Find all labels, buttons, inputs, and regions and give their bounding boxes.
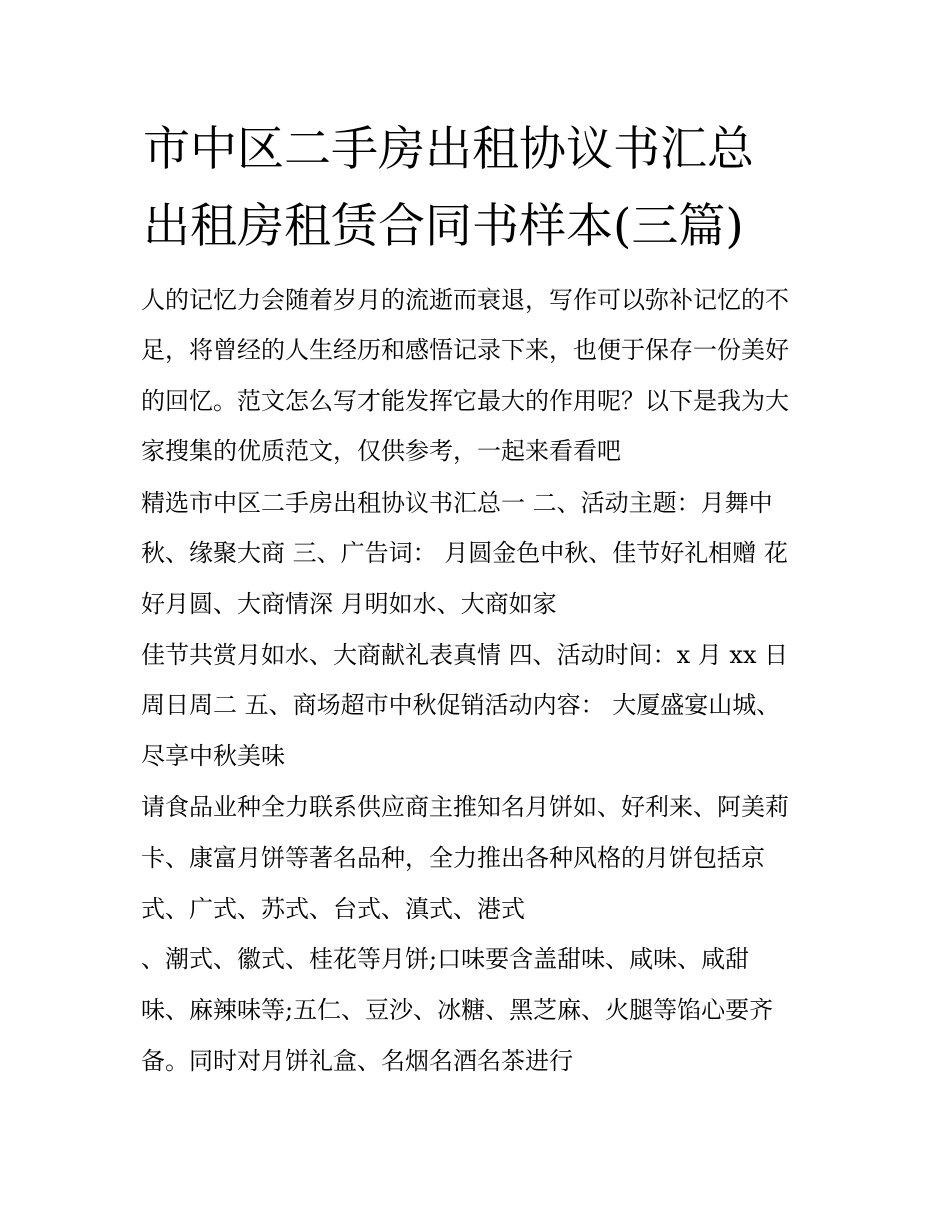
body-line-11: 请食品业种全力联系供应商主推知名月饼如、好利来、阿美莉 xyxy=(141,793,789,821)
body-line-13: 式、广式、苏式、台式、滇式、港式 xyxy=(141,895,525,923)
body-line-10: 尽享中秋美味 xyxy=(141,742,285,770)
body-line-8: 佳节共赏月如水、大商献礼表真情 四、活动时间：x 月 xx 日 xyxy=(141,641,789,669)
body-line-6: 秋、缘聚大商 三、广告词： 月圆金色中秋、佳节好礼相赠 花 xyxy=(141,539,788,567)
body-line-14: 、潮式、徽式、桂花等月饼;口味要含盖甜味、咸味、咸甜 xyxy=(141,945,750,973)
body-line-3: 的回忆。范文怎么写才能发挥它最大的作用呢？以下是我为大 xyxy=(141,387,789,415)
body-line-9: 周日周二 五、商场超市中秋促销活动内容： 大厦盛宴山城、 xyxy=(141,691,781,719)
body-line-7: 好月圆、大商情深 月明如水、大商如家 xyxy=(141,590,557,618)
body-line-2: 足，将曾经的人生经历和感悟记录下来，也便于保存一份美好 xyxy=(141,336,789,364)
body-line-16: 备。同时对月饼礼盒、名烟名酒名茶进行 xyxy=(141,1047,573,1075)
body-line-12: 卡、康富月饼等著名品种，全力推出各种风格的月饼包括京 xyxy=(141,844,765,872)
document-title-line-1: 市中区二手房出租协议书汇总 xyxy=(143,122,754,177)
body-line-1: 人的记忆力会随着岁月的流逝而衰退，写作可以弥补记忆的不 xyxy=(141,286,789,314)
body-line-15: 味、麻辣味等;五仁、豆沙、冰糖、黑芝麻、火腿等馅心要齐 xyxy=(141,996,774,1024)
document-title-line-2: 出租房租赁合同书样本(三篇) xyxy=(143,199,744,254)
body-line-4: 家搜集的优质范文，仅供参考，一起来看看吧 xyxy=(141,437,621,465)
body-line-5: 精选市中区二手房出租协议书汇总一 二、活动主题：月舞中 xyxy=(141,489,773,517)
